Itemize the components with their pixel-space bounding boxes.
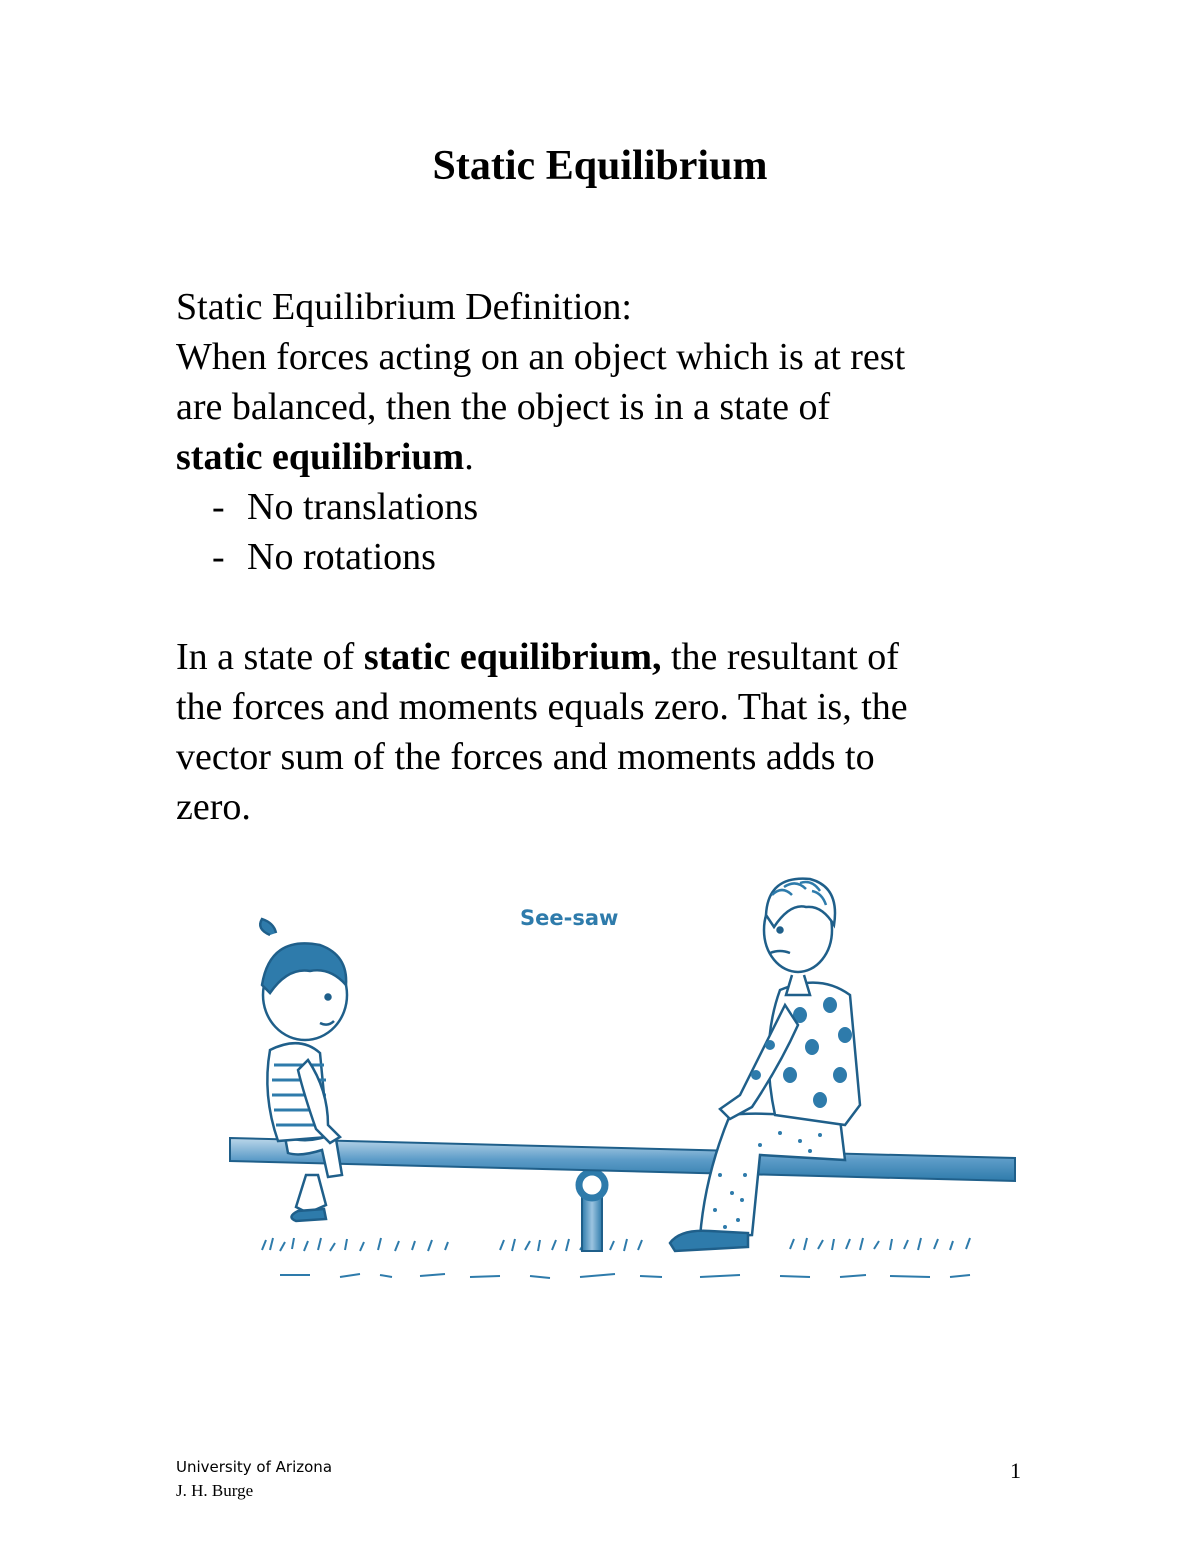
bullet-text: No translations: [247, 486, 479, 528]
bullet-text: No rotations: [247, 536, 436, 578]
document-body: [176, 282, 1076, 832]
paragraph-gap: [176, 582, 1076, 632]
bullet-dash: -: [212, 536, 225, 578]
footer: [176, 1456, 332, 1502]
child-figure: [260, 919, 347, 1221]
seesaw-plank: [230, 1138, 1015, 1181]
grass: [262, 1238, 970, 1278]
definition-line-2: are balanced, then the object is in a state of: [176, 386, 831, 428]
footer-author: J. H. Burge: [176, 1481, 254, 1500]
seesaw-pivot: [579, 1172, 605, 1251]
adult-figure: [670, 879, 860, 1251]
paragraph-2-line-2: the forces and moments equals zero. That is, the: [176, 686, 908, 728]
bullet-dash: -: [212, 486, 225, 528]
paragraph-2-term: static equilibrium,: [363, 636, 662, 678]
bullet-item: [176, 532, 1076, 582]
document-title: Static Equilibrium: [432, 143, 768, 189]
paragraph-2-line-3: vector sum of the forces and moments adds to: [176, 736, 875, 778]
definition-line-3: [176, 432, 1076, 482]
paragraph-2-line-1: [176, 632, 1076, 682]
paragraph-2-rest: the resultant of: [661, 636, 899, 678]
bullet-item: [176, 482, 1076, 532]
footer-institution: University of Arizona: [176, 1458, 333, 1476]
paragraph-2-lead: In a state of: [176, 636, 364, 678]
definition-heading: Static Equilibrium Definition:: [176, 286, 632, 328]
definition-line-1: When forces acting on an object which is at rest: [176, 336, 906, 378]
definition-term-end: .: [464, 436, 474, 478]
figure-caption: See-saw: [520, 906, 619, 930]
page-number: 1: [1010, 1458, 1021, 1483]
seesaw-illustration: [200, 875, 1030, 1305]
seesaw-drawing: [200, 875, 1030, 1305]
paragraph-2-line-4: zero.: [176, 786, 251, 828]
definition-term: static equilibrium: [176, 436, 465, 478]
